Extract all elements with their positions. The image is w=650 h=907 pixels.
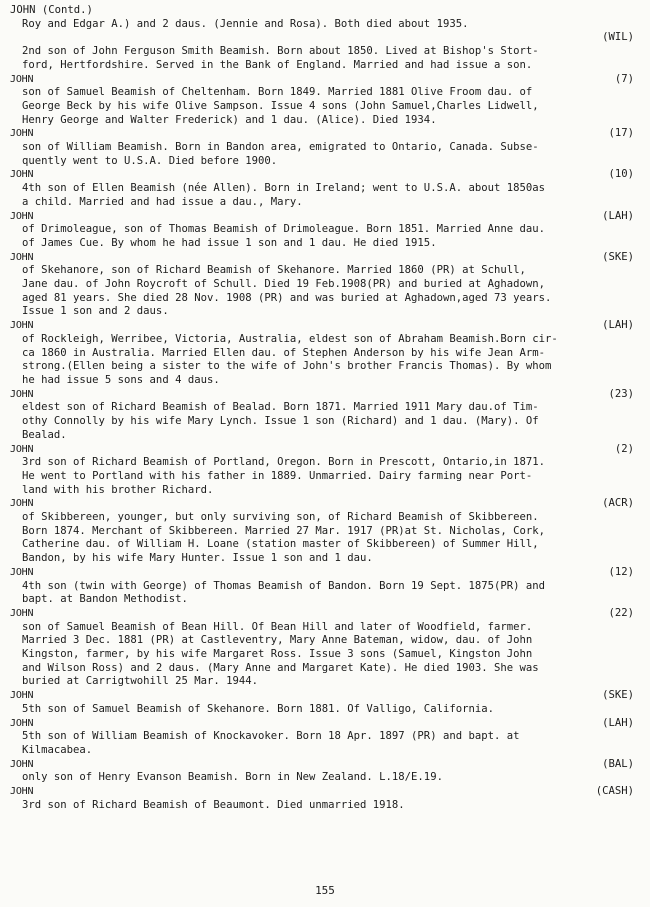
entry-reference: (LAH) [602,209,634,222]
entry-list [10,31,636,812]
entry-heading [10,168,636,182]
entry [10,689,636,716]
entry [10,758,636,785]
entry-name: JOHN [10,443,34,455]
entry-name: JOHN [10,388,34,400]
entry-reference: (BAL) [602,757,634,770]
entry-reference: (SKE) [602,689,634,702]
entry-text: of Rockleigh, Werribee, Victoria, Australia, eldest son of Abraham Beamish.Born cir- ca 1860 in Australia. Married Ellen dau. of Stephen Anderson by his wife Jean Arm- strong.(Ellen being a sister to the wife of John's brother Francis Thomas). By whom he had issue 5 sons and 4 daus. [22,332,558,386]
entry-text: 4th son of Ellen Beamish (née Allen). Born in Ireland; went to U.S.A. about 1850as a child. Married and had issue a dau., Mary. [22,182,545,208]
entry-heading [10,497,636,511]
entry [10,566,636,607]
entry-heading [10,758,636,772]
entry-heading [10,689,636,703]
entry-name: JOHN [10,607,34,619]
entry-reference: (7) [614,72,634,85]
entry-heading [10,443,636,457]
entry [10,717,636,758]
entry-text: son of Samuel Beamish of Bean Hill. Of Bean Hill and later of Woodfield, farmer. Married 3 Dec. 1881 (PR) at Castleventry, Mary Anne Bateman, widow, dau. of John Kingston, farmer, by his wife Margaret Ross. Issue 3 sons (Samuel, Kingston John and Wilson Ross) and 2 daus. (Mary Anne and Margaret Kate). He died 1903. She was buried at Carrigtwohill 25 Mar. 1944. [22,620,539,688]
entry-name: JOHN [10,690,34,702]
entry [10,31,636,72]
entry-name: JOHN [10,786,34,798]
entry-reference: (LAH) [602,319,634,332]
entry-text: 3rd son of Richard Beamish of Portland, Oregon. Born in Prescott, Ontario,in 1871. He went to Portland with his father in 1889. Unmarried. Dairy farming near Port- land with his brother Richard. [22,456,545,496]
entry-heading [10,785,636,799]
entry-heading [10,607,636,621]
entry-heading [10,210,636,224]
entry-name: JOHN [10,128,34,140]
entry-name: JOHN [10,251,34,263]
entry [10,168,636,209]
entry-name: JOHN [10,758,34,770]
entry [10,73,636,128]
entry-reference: (10) [608,168,634,181]
entry-reference: (LAH) [602,716,634,729]
entry [10,210,636,251]
entry-heading [10,251,636,265]
entry-text: of Skibbereen, younger, but only surviving son, of Richard Beamish of Skibbereen. Born 1874. Merchant of Skibbereen. Married 27 Mar. 1917 (PR)at St. Nicholas, Cork, Catherine dau. of William H. Loane (station master of Skibbereen) of Summer Hill, Bandon, by his wife Mary Hunter. Issue 1 son and 1 dau. [22,511,545,565]
entry-reference: (2) [614,442,634,455]
entry-text: of Skehanore, son of Richard Beamish of Skehanore. Married 1860 (PR) at Schull, Jane dau. of John Roycroft of Schull. Died 19 Feb.1908(PR) and buried at Aghadown, aged 81 years. She died 28 Nov. 1908 (PR) and was buried at Aghadown,aged 73 years. Issue 1 son and 2 daus. [22,264,552,318]
entry-text: 3rd son of Richard Beamish of Beaumont. Died unmarried 1918. [22,798,405,811]
entry-text: son of William Beamish. Born in Bandon area, emigrated to Ontario, Canada. Subse- quently went to U.S.A. Died before 1900. [22,141,539,167]
entry-name: JOHN [10,498,34,510]
continued-text: Roy and Edgar A.) and 2 daus. (Jennie and Rosa). Both died about 1935. [22,17,469,30]
entry-reference: (WIL) [602,31,634,44]
entry [10,443,636,498]
entry-heading [10,566,636,580]
entry-reference: (17) [608,127,634,140]
entry-heading [10,717,636,731]
entry [10,388,636,443]
entry-name: JOHN [10,320,34,332]
entry-heading [10,73,636,87]
entry [10,497,636,566]
entry-name: JOHN [10,169,34,181]
entry-reference: (22) [608,606,634,619]
entry-reference: (12) [608,565,634,578]
entry-name: JOHN [10,210,34,222]
entry-text: eldest son of Richard Beamish of Bealad. Born 1871. Married 1911 Mary dau.of Tim- othy Connolly by his wife Mary Lynch. Issue 1 son (Richard) and 1 dau. (Mary). Of Bealad. [22,401,539,441]
page-number: 155 [315,884,335,897]
entry-heading [10,319,636,333]
entry-reference: (CASH) [595,785,634,798]
entry-text: 5th son of William Beamish of Knockavoker. Born 18 Apr. 1897 (PR) and bapt. at Kilmacabea. [22,730,520,756]
entry-reference: (23) [608,387,634,400]
entry-heading [10,388,636,402]
entry-text: 5th son of Samuel Beamish of Skehanore. Born 1881. Of Valligo, California. [22,702,494,715]
entry-text: 2nd son of John Ferguson Smith Beamish. Born about 1850. Lived at Bishop's Stort- ford, Hertfordshire. Served in the Bank of England. Married and had issue a son. [22,45,539,71]
entry-name: JOHN [10,566,34,578]
entry [10,607,636,689]
entry-text: 4th son (twin with George) of Thomas Beamish of Bandon. Born 19 Sept. 1875(PR) and bapt. at Bandon Methodist. [22,579,545,606]
entry [10,127,636,168]
entry-text: of Drimoleague, son of Thomas Beamish of Drimoleague. Born 1851. Married Anne dau. of James Cue. By whom he had issue 1 son and 1 dau. He died 1915. [22,223,545,249]
page-heading: JOHN (Contd.) [10,4,93,16]
entry-text: son of Samuel Beamish of Cheltenham. Born 1849. Married 1881 Olive Froom dau. of George Beck by his wife Olive Sampson. Issue 4 sons (John Samuel,Charles Lidwell, Henry George and Walter Frederick) and 1 dau. (Alice). Died 1934. [22,86,539,126]
entry-text: only son of Henry Evanson Beamish. Born in New Zealand. L.18/E.19. [22,771,443,784]
entry [10,251,636,320]
entry-name: JOHN [10,717,34,729]
entry-heading [10,127,636,141]
entry-reference: (SKE) [602,250,634,263]
entry [10,319,636,388]
entry-reference: (ACR) [602,497,634,510]
entry-heading [10,31,636,45]
entry-name: JOHN [10,73,34,85]
entry [10,785,636,812]
